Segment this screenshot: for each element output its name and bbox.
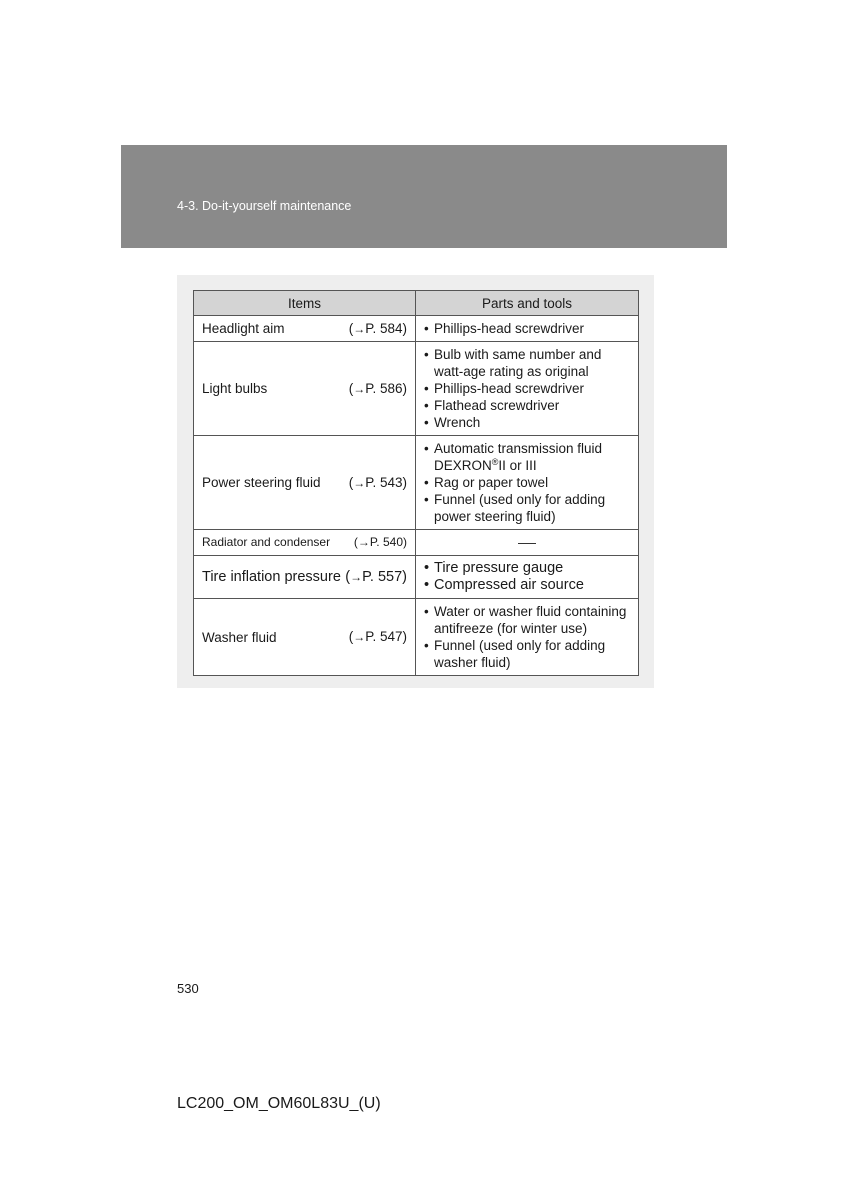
tools-cell <box>416 530 639 556</box>
tools-cell <box>416 436 639 530</box>
page-reference: (→P. 543) <box>348 474 407 490</box>
column-header-tools: Parts and tools <box>416 291 639 316</box>
table-row <box>194 342 639 436</box>
list-item: • Automatic transmission fluid DEXRON®II or III <box>424 440 630 474</box>
column-header-items: Items <box>194 291 416 316</box>
table-row <box>194 436 639 530</box>
item-label: Washer fluid <box>202 629 277 645</box>
list-item: • Water or washer fluid containing antifreeze (for winter use) <box>424 603 630 637</box>
item-label: Radiator and condenser <box>202 535 331 549</box>
section-title: 4-3. Do-it-yourself maintenance <box>177 199 352 213</box>
page-reference: (→P. 547) <box>348 629 407 644</box>
list-item: • Compressed air source <box>424 577 630 594</box>
maintenance-table <box>193 290 639 676</box>
arrow-right-icon: → <box>353 321 366 336</box>
header-band <box>121 145 727 248</box>
page-reference: (→P. 586) <box>348 380 407 396</box>
list-item: • Flathead screwdriver <box>424 397 630 414</box>
list-item: • Phillips-head screwdriver <box>424 380 630 397</box>
tools-cell <box>416 599 639 676</box>
maintenance-panel <box>177 275 654 688</box>
arrow-right-icon: → <box>353 475 366 490</box>
list-item: • Phillips-head screwdriver <box>424 320 630 337</box>
page-reference: (→P. 540) <box>353 535 407 549</box>
arrow-right-icon: → <box>350 569 363 584</box>
list-item: • Bulb with same number and watt-age rating as original <box>424 346 630 380</box>
page-number: 530 <box>177 981 199 996</box>
item-cell <box>194 599 416 676</box>
list-item: • Wrench <box>424 414 630 431</box>
item-cell <box>194 436 416 530</box>
arrow-right-icon: → <box>357 535 370 549</box>
tools-cell <box>416 316 639 342</box>
tools-cell <box>416 342 639 436</box>
list-item: • Rag or paper towel <box>424 474 630 491</box>
item-cell <box>194 342 416 436</box>
item-label: Light bulbs <box>202 381 268 396</box>
page-reference: (→P. 557) <box>345 568 407 585</box>
list-item: • Funnel (used only for adding washer fluid) <box>424 637 630 671</box>
table-header-row <box>194 291 639 316</box>
item-label: Headlight aim <box>202 321 285 336</box>
document-code: LC200_OM_OM60L83U_(U) <box>177 1095 381 1112</box>
item-cell <box>194 316 416 342</box>
tools-cell <box>416 556 639 599</box>
table-row <box>194 556 639 599</box>
arrow-right-icon: → <box>353 630 366 644</box>
list-item: • Funnel (used only for adding power steering fluid) <box>424 491 630 525</box>
arrow-right-icon: → <box>353 381 366 396</box>
item-label: Tire inflation pressure <box>202 568 341 585</box>
table-row <box>194 530 639 556</box>
table-row <box>194 316 639 342</box>
item-cell <box>194 556 416 599</box>
table-row <box>194 599 639 676</box>
registered-mark: ® <box>491 457 499 467</box>
item-label: Power steering fluid <box>202 475 321 490</box>
item-cell <box>194 530 416 556</box>
dash-icon <box>518 543 536 544</box>
list-item: • Tire pressure gauge <box>424 560 630 577</box>
page-reference: (→P. 584) <box>348 320 407 336</box>
